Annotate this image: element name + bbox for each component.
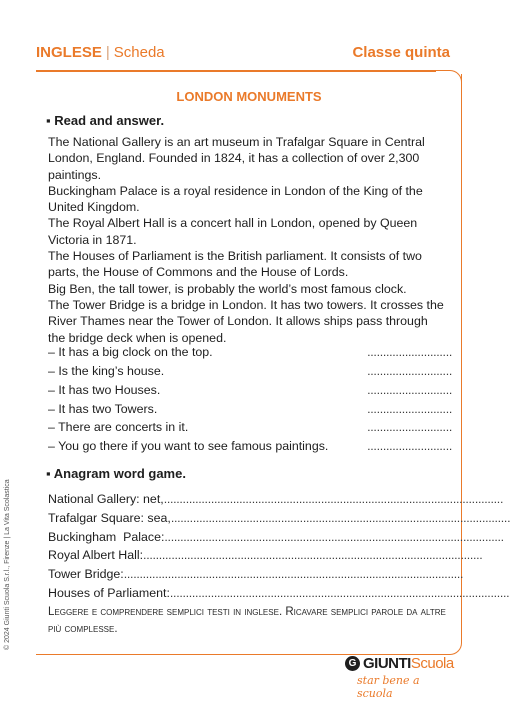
section-read-label: Read and answer.	[54, 113, 165, 128]
section-anagram-label: Anagram word game.	[53, 466, 186, 481]
copyright-notice: © 2024 Giunti Scuola S.r.l., Firenze | La Vita Scolastica	[4, 479, 11, 650]
question-text: – Is the king’s house.	[48, 364, 165, 378]
answer-blank[interactable]: ...........................	[367, 345, 452, 359]
question-row	[48, 345, 452, 363]
paragraph-buckingham-palace: Buckingham Palace is a royal residence in London of the King of the United Kingdom.	[48, 183, 423, 215]
publisher-logo	[345, 653, 455, 700]
question-text: – It has a big clock on the top.	[48, 345, 213, 359]
logo-brand-scuola: Scuola	[410, 655, 454, 672]
question-row	[48, 364, 452, 382]
anagram-answer-blank[interactable]: ............................................................................................................	[123, 567, 464, 581]
logo-brand	[363, 655, 454, 672]
anagram-row	[48, 511, 510, 529]
anagram-row	[48, 548, 483, 566]
paragraph-big-ben: Big Ben, the tall tower, is probably the world’s most famous clock.	[48, 281, 407, 296]
anagram-row	[48, 492, 504, 510]
anagram-row	[48, 586, 510, 604]
anagram-prompt: Tower Bridge:	[48, 567, 124, 581]
subject-label	[36, 44, 165, 61]
question-row	[48, 402, 452, 420]
logo-brand-giunti: GIUNTI	[363, 655, 411, 672]
question-text: – You go there if you want to see famous paintings.	[48, 439, 329, 453]
square-bullet-icon: ▪	[46, 113, 51, 128]
question-text: – There are concerts in it.	[48, 420, 189, 434]
question-row	[48, 439, 452, 457]
answer-blank[interactable]: ...........................	[367, 364, 452, 378]
answer-blank[interactable]: ...........................	[367, 439, 452, 453]
anagram-prompt: Buckingham Palace:	[48, 530, 165, 544]
anagram-prompt: Houses of Parliament:	[48, 586, 170, 600]
answer-blank[interactable]: ...........................	[367, 402, 452, 416]
paragraph-national-gallery: The National Gallery is an art museum in Trafalgar Square in Central London, England. Founded in 1824, it has a collection of over 2,300 paintings.	[48, 135, 425, 182]
anagram-prompt: National Gallery: net,	[48, 492, 164, 506]
class-label: Classe quinta	[352, 44, 450, 61]
learning-objective: Leggere e comprendere semplici testi in inglese. Ricavare semplici parole da altre più complesse.	[48, 606, 446, 635]
question-row	[48, 383, 452, 401]
anagram-prompt: Trafalgar Square: sea,	[48, 511, 171, 525]
paragraph-royal-albert-hall: The Royal Albert Hall is a concert hall in London, opened by Queen Victoria in 1871.	[48, 216, 418, 247]
question-text: – It has two Towers.	[48, 402, 158, 416]
answer-blank[interactable]: ...........................	[367, 383, 452, 397]
paragraph-houses-of-parliament: The Houses of Parliament is the British parliament. It consists of two parts, the House of Commons and the House of Lords.	[48, 249, 422, 280]
square-bullet-icon: ▪	[46, 466, 51, 481]
header-separator: |	[105, 44, 110, 61]
anagram-row	[48, 530, 504, 548]
anagram-answer-blank[interactable]: ............................................................................................................	[164, 530, 504, 544]
question-row	[48, 420, 452, 438]
worksheet-title: LONDON MONUMENTS	[176, 89, 322, 104]
reading-text	[48, 134, 448, 346]
anagram-answer-blank[interactable]: ............................................................................................................	[143, 548, 483, 562]
anagram-answer-blank[interactable]: ............................................................................................................	[169, 586, 510, 600]
anagram-answer-blank[interactable]: ............................................................................................................	[163, 492, 504, 506]
section-anagram-heading	[46, 466, 186, 481]
giunti-logo-icon: G	[345, 656, 360, 671]
subject-name: INGLESE	[36, 44, 102, 61]
anagram-answer-blank[interactable]: ............................................................................................................	[170, 511, 510, 525]
anagram-row	[48, 567, 464, 585]
logo-tagline: star bene a scuola	[357, 674, 420, 700]
header-divider	[36, 70, 436, 72]
answer-blank[interactable]: ...........................	[367, 420, 452, 434]
page-header	[36, 44, 450, 66]
anagram-prompt: Royal Albert Hall:	[48, 548, 144, 562]
paragraph-tower-bridge: The Tower Bridge is a bridge in London. It has two towers. It crosses the River Thames near the Tower of London. It allows ships pass through the bridge deck when is opened.	[48, 297, 444, 345]
section-read-heading	[46, 113, 164, 128]
question-text: – It has two Houses.	[48, 383, 161, 397]
sheet-type: Scheda	[113, 44, 165, 61]
